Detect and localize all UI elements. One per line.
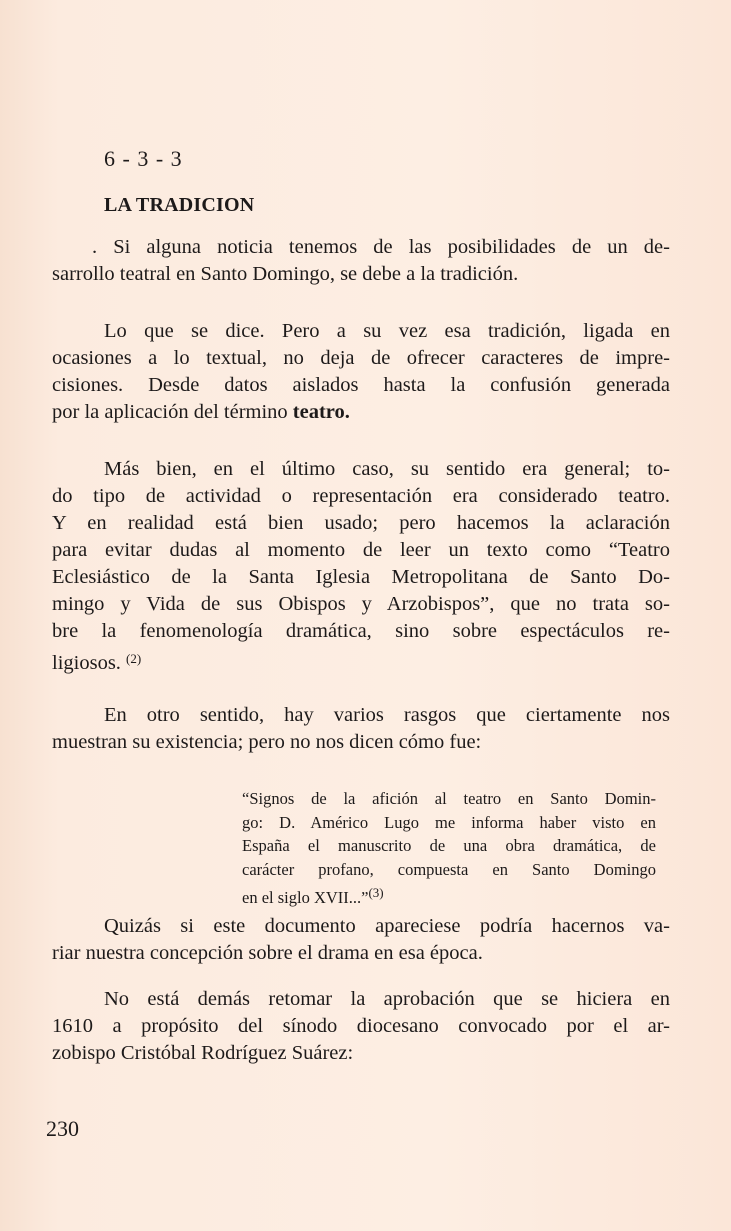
page-number: 230 (46, 1116, 79, 1141)
text-line: mingo y Vida de sus Obispos y Arzobispos”, que no trata so- (52, 593, 670, 615)
emphasized-word: teatro. (292, 401, 350, 423)
text-fragment: por la aplicación del término (52, 401, 288, 423)
text-line: para evitar dudas al momento de leer un texto como “Teatro (52, 539, 670, 561)
quote-line: España el manuscrito de una obra dramática, de (242, 836, 656, 855)
text-line: En otro sentido, hay varios rasgos que ciertamente nos (104, 704, 670, 726)
text-line: Más bien, en el último caso, su sentido era general; to- (104, 458, 670, 480)
text-line: sarrollo teatral en Santo Domingo, se debe a la tradición. (52, 263, 519, 285)
text-line (52, 399, 670, 426)
footnote-ref: (3) (368, 885, 384, 900)
paragraph-5 (52, 913, 670, 967)
text-line (52, 645, 670, 677)
quote-line: go: D. Américo Lugo me informa haber visto en (242, 812, 656, 832)
text-line: No está demás retomar la aprobación que se hiciera en (104, 988, 670, 1010)
text-line: do tipo de actividad o representación era considerado teatro. (52, 485, 670, 507)
section-number: 6 - 3 - 3 (104, 146, 183, 171)
text-line: ocasiones a lo textual, no deja de ofrecer caracteres de impre- (52, 347, 670, 369)
text-line: 1610 a propósito del sínodo diocesano convocado por el ar- (52, 1015, 670, 1037)
quote-line (242, 881, 656, 910)
paragraph-3 (52, 456, 670, 677)
text-fragment: en el siglo XVII...” (242, 888, 369, 907)
footnote-ref: (2) (126, 651, 142, 666)
text-fragment: ligiosos. (52, 652, 121, 674)
quote-line: carácter profano, compuesta en Santo Domingo (242, 859, 656, 879)
text-line: muestran su existencia; pero no nos dicen cómo fue: (52, 731, 482, 753)
text-line: Quizás si este documento apareciese podría hacernos va- (104, 915, 670, 937)
paragraph-2 (52, 318, 670, 426)
text-line: Y en realidad está bien usado; pero hacemos la aclaración (52, 512, 670, 534)
section-heading: LA TRADICION (104, 194, 255, 216)
text-line: Lo que se dice. Pero a su vez esa tradición, ligada en (104, 320, 670, 342)
block-quote (242, 787, 656, 910)
text-line: cisiones. Desde datos aislados hasta la confusión generada (52, 374, 670, 396)
paragraph-6 (52, 986, 670, 1067)
quote-line: “Signos de la afición al teatro en Santo Domin- (242, 789, 656, 808)
text-line: riar nuestra concepción sobre el drama en esa época. (52, 942, 483, 964)
text-line: bre la fenomenología dramática, sino sobre espectáculos re- (52, 620, 670, 642)
text-line: zobispo Cristóbal Rodríguez Suárez: (52, 1042, 354, 1064)
paragraph-1 (52, 234, 670, 288)
text-line: . Si alguna noticia tenemos de las posibilidades de un de- (92, 236, 670, 258)
text-line: Eclesiástico de la Santa Iglesia Metropolitana de Santo Do- (52, 566, 670, 588)
paragraph-4 (52, 702, 670, 756)
